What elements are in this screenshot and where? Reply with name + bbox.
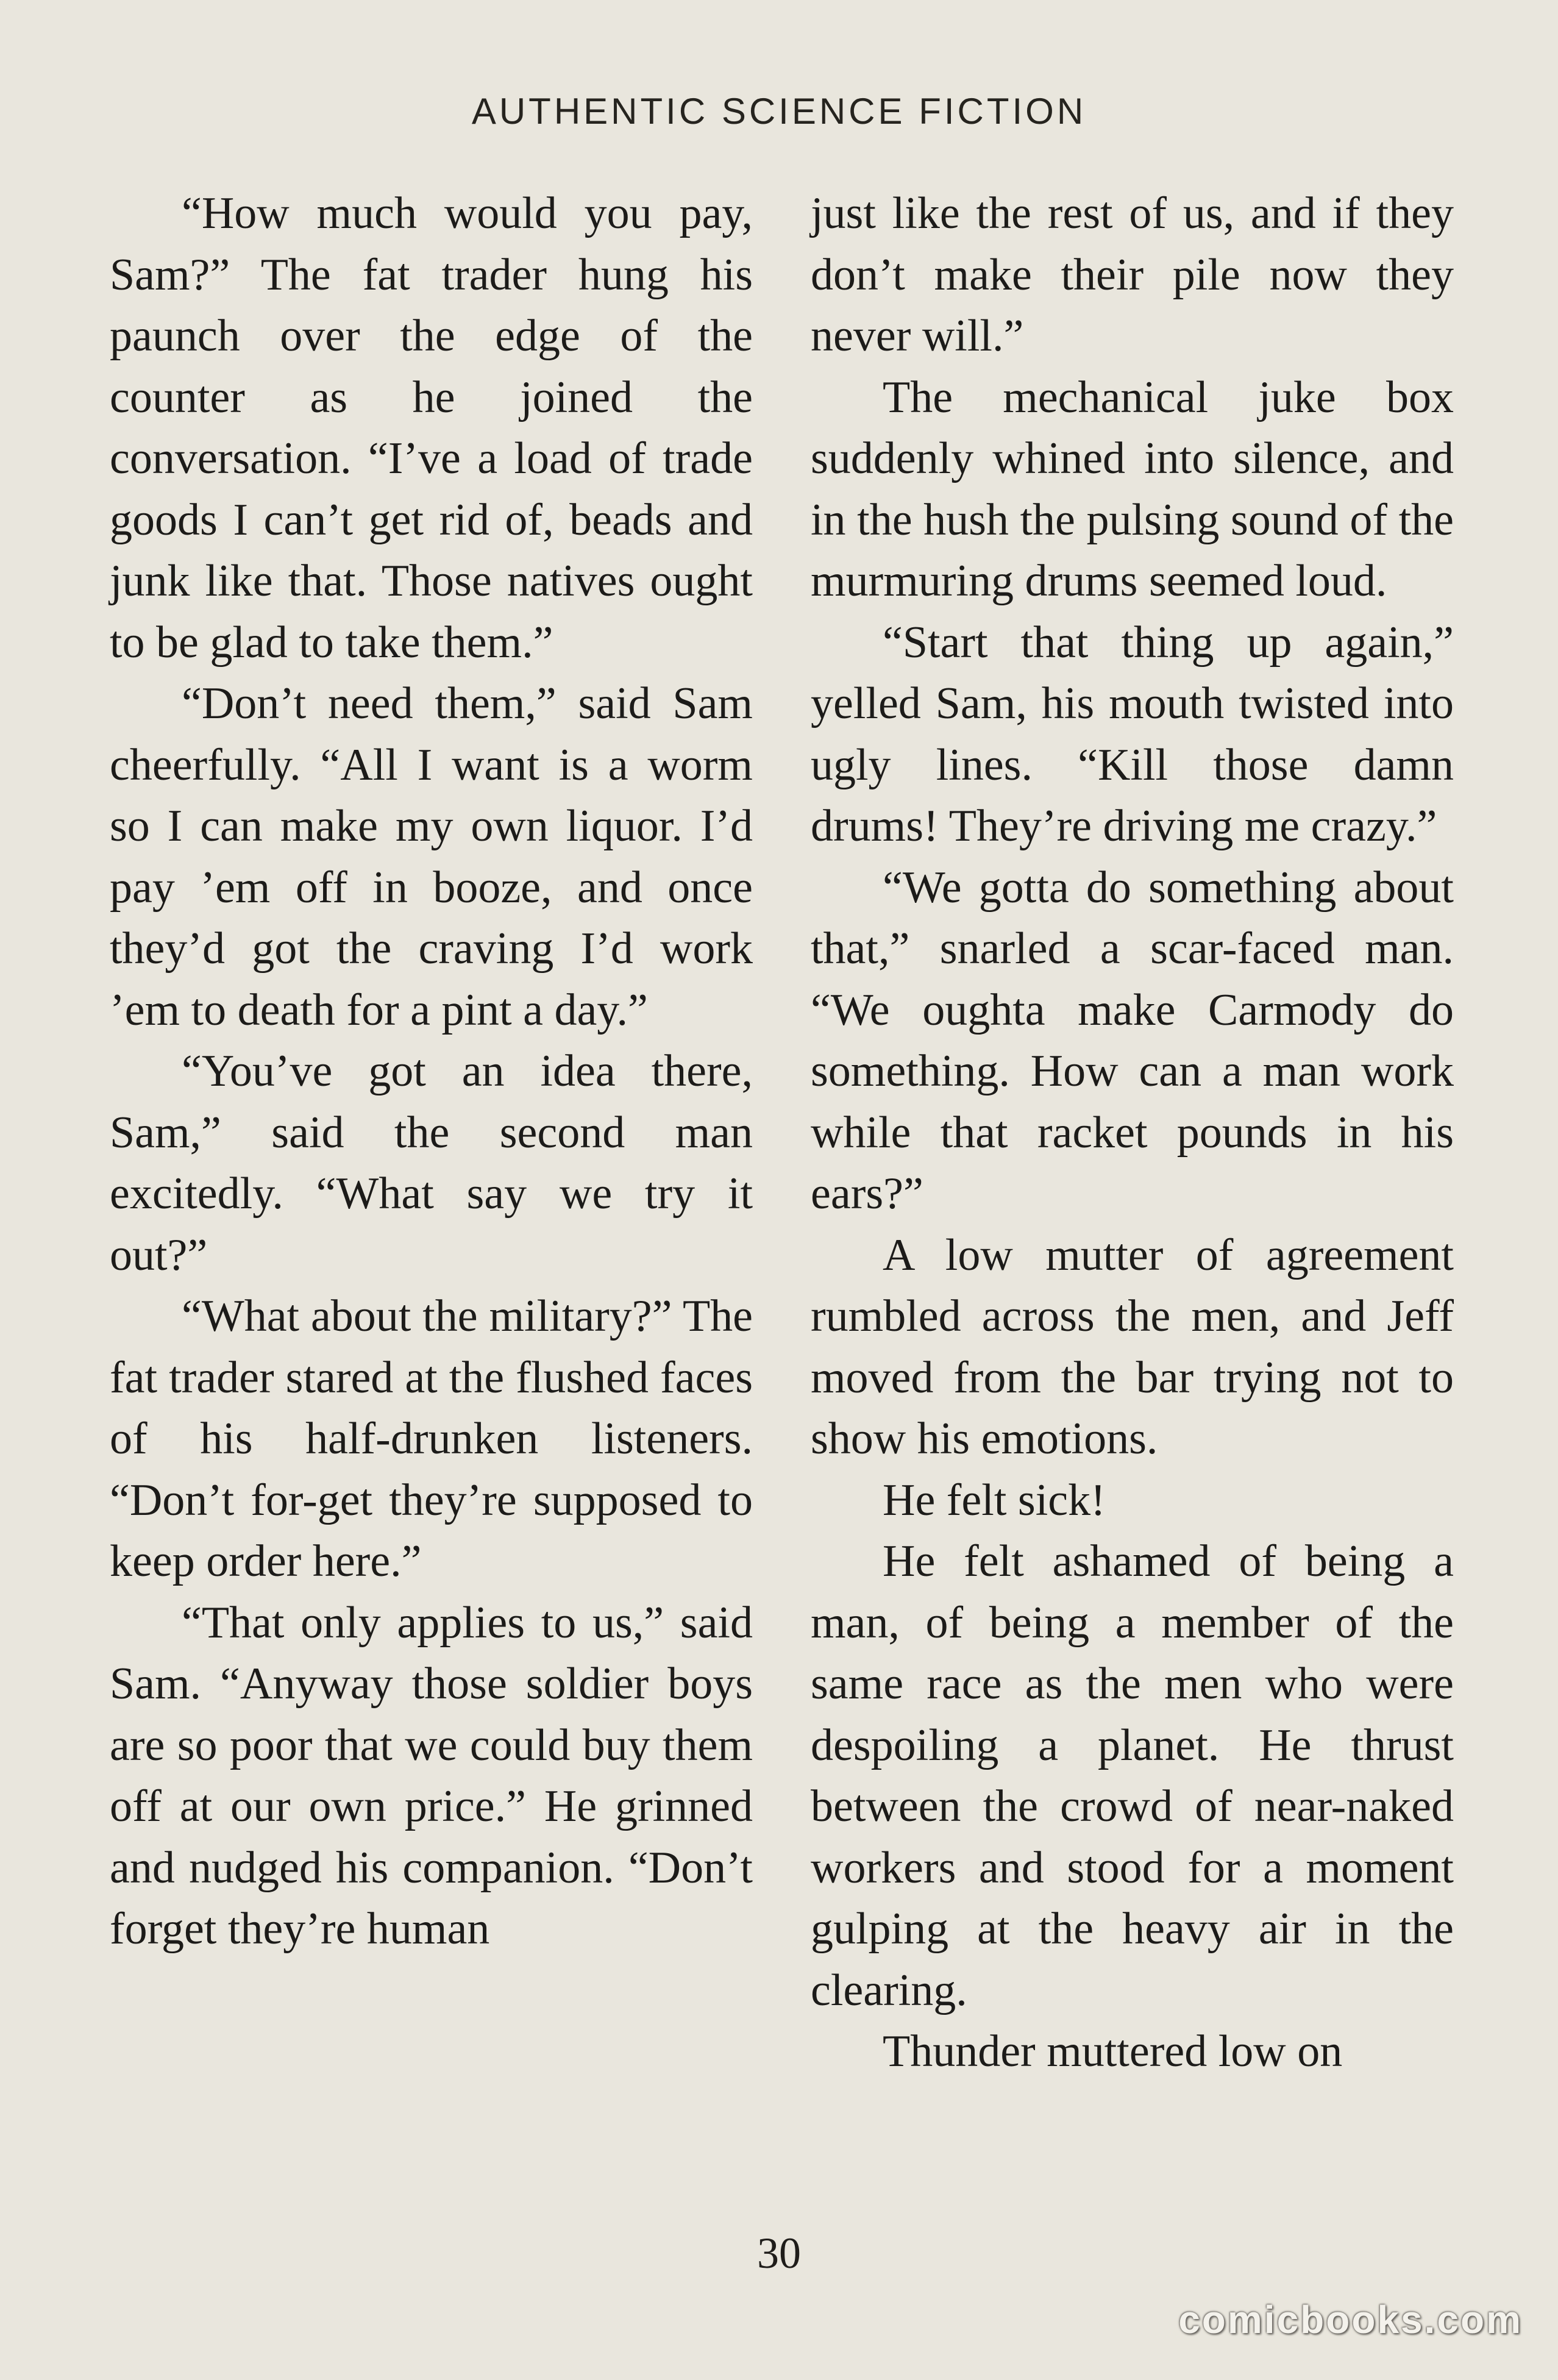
paragraph-continuation: just like the rest of us, and if they don’t make their pile now they never will.” [811,188,1454,361]
paragraph: “You’ve got an idea there, Sam,” said the second man excitedly. “What say we try it out?” [110,1046,753,1280]
paragraph: “Don’t need them,” said Sam cheerfully. “All I want is a worm so I can make my own liquor. I’d pay ’em off in booze, and once they’d got the craving I’d work ’em to death for a pint a day.” [110,679,753,1035]
paragraph: He felt ashamed of being a man, of being a member of the same race as the men who were despoiling a planet. He thrust between the crowd of near-naked workers and stood for a moment gulping at the heavy air in the clearing. [811,1536,1454,2015]
paragraph: “How much would you pay, Sam?” The fat trader hung his paunch over the edge of the counter as he joined the conversation. “I’ve a load of trade goods I can’t get rid of, beads and junk like that. Those natives ought to be glad to take them.” [110,188,753,668]
right-text-column [811,183,1454,2082]
paragraph: He felt sick! [883,1475,1106,1525]
paragraph: “That only applies to us,” said Sam. “Anyway those soldier boys are so poor that we could buy them off at our own price.” He grinned and nudged his companion. “Don’t forget they’re human [110,1597,753,1954]
source-watermark: comicbooks.com [1178,2298,1523,2342]
paragraph: Thunder muttered low on [883,2026,1343,2076]
paragraph: A low mutter of agreement rumbled across the men, and Jeff moved from the bar trying not to show his emotions. [811,1230,1454,1464]
left-text-column [110,183,753,1960]
page-number: 30 [757,2229,801,2278]
running-title: AUTHENTIC SCIENCE FICTION [471,91,1087,132]
paragraph: “Start that thing up again,” yelled Sam, his mouth twisted into ugly lines. “Kill those damn drums! They’re driving me crazy.” [811,617,1454,851]
paragraph: “We gotta do something about that,” snarled a scar-faced man. “We oughta make Carmody do something. How can a man work while that racket pounds in his ears?” [811,862,1454,1219]
paragraph: “What about the military?” The fat trader stared at the flushed faces of his half-drunken listeners. “Don’t for-get they’re supposed to keep order here.” [110,1291,753,1586]
paragraph: The mechanical juke box suddenly whined into silence, and in the hush the pulsing sound of the murmuring drums seemed loud. [811,372,1454,606]
